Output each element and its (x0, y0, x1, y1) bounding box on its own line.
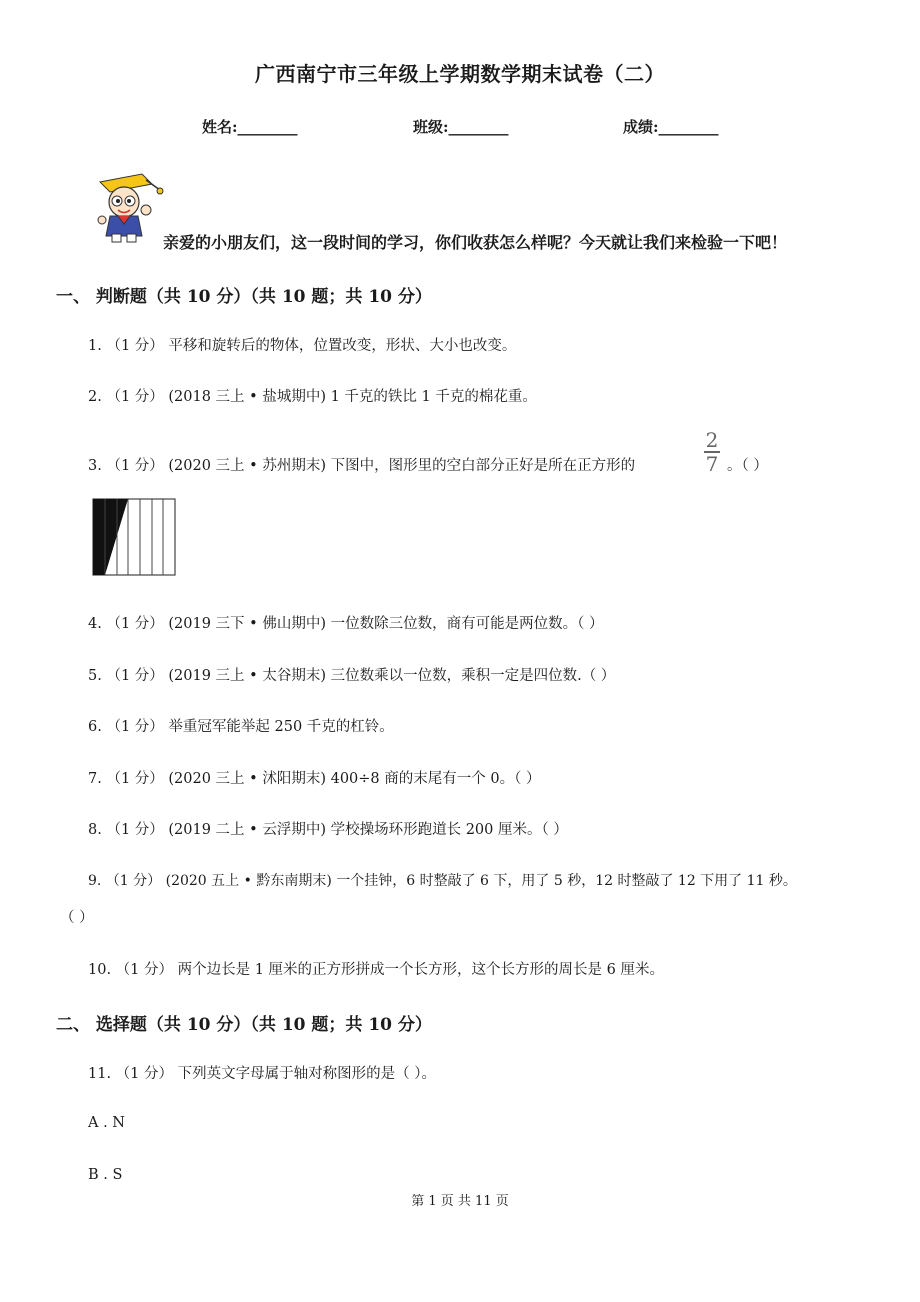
mascot-icon (90, 170, 166, 246)
page-title: 广西南宁市三年级上学期数学期末试卷（二） (255, 62, 665, 86)
greeting-text: 亲爱的小朋友们，这一段时间的学习，你们收获怎么样呢？今天就让我们来检验一下吧！ (163, 233, 788, 252)
fraction-two-sevenths (702, 430, 722, 474)
question-2: 2. （1 分） (2018 三上 • 盐城期中) 1 千克的铁比 1 千克的棉花重。 (88, 389, 537, 405)
score-field: 成绩:________ (623, 118, 719, 136)
question-6: 6. （1 分） 举重冠军能举起 250 千克的杠铃。 (88, 719, 394, 735)
question-11: 11. （1 分） 下列英文字母属于轴对称图形的是（ ）。 (88, 1066, 436, 1082)
question-3-answer-blank: 。（ ） (727, 458, 768, 474)
question-10: 10. （1 分） 两个边长是 1 厘米的正方形拼成一个长方形，这个长方形的周长是 6 厘米。 (88, 962, 664, 978)
question-7: 7. （1 分） (2020 三上 • 沭阳期末) 400÷8 商的末尾有一个 0。（ ） (88, 771, 541, 787)
question-3: 3. （1 分） (2020 三上 • 苏州期末) 下图中，图形里的空白部分正好是所在正方形的 (88, 458, 636, 474)
question-1: 1. （1 分） 平移和旋转后的物体，位置改变，形状、大小也改变。 (88, 338, 517, 354)
question-3-figure (92, 498, 176, 578)
page-footer: 第 1 页 共 11 页 (411, 1194, 509, 1209)
class-field: 班级:________ (413, 118, 509, 136)
name-field: 姓名:________ (202, 118, 298, 136)
question-11-option-b: B . S (88, 1167, 123, 1183)
section-2-heading: 二、 选择题（共 10 分）（共 10 题；共 10 分） (56, 1015, 432, 1035)
section-1-heading: 一、 判断题（共 10 分）（共 10 题；共 10 分） (56, 287, 432, 307)
fraction-denominator: 7 (705, 452, 719, 476)
question-8: 8. （1 分） (2019 二上 • 云浮期中) 学校操场环形跑道长 200 厘米。（ ） (88, 822, 568, 838)
question-11-option-a: A . N (88, 1115, 125, 1131)
question-9: 9. （1 分） (2020 五上 • 黔东南期末) 一个挂钟，6 时整敲了 6 下，用了 5 秒，12 时整敲了 12 下用了 11 秒。 (88, 873, 797, 889)
question-5: 5. （1 分） (2019 三上 • 太谷期末) 三位数乘以一位数，乘积一定是四位数.（ ） (88, 668, 616, 684)
question-4: 4. （1 分） (2019 三下 • 佛山期中) 一位数除三位数，商有可能是两位数。（ ） (88, 616, 604, 632)
fraction-numerator: 2 (705, 428, 719, 452)
question-9-answer-blank: （ ） (60, 910, 94, 926)
